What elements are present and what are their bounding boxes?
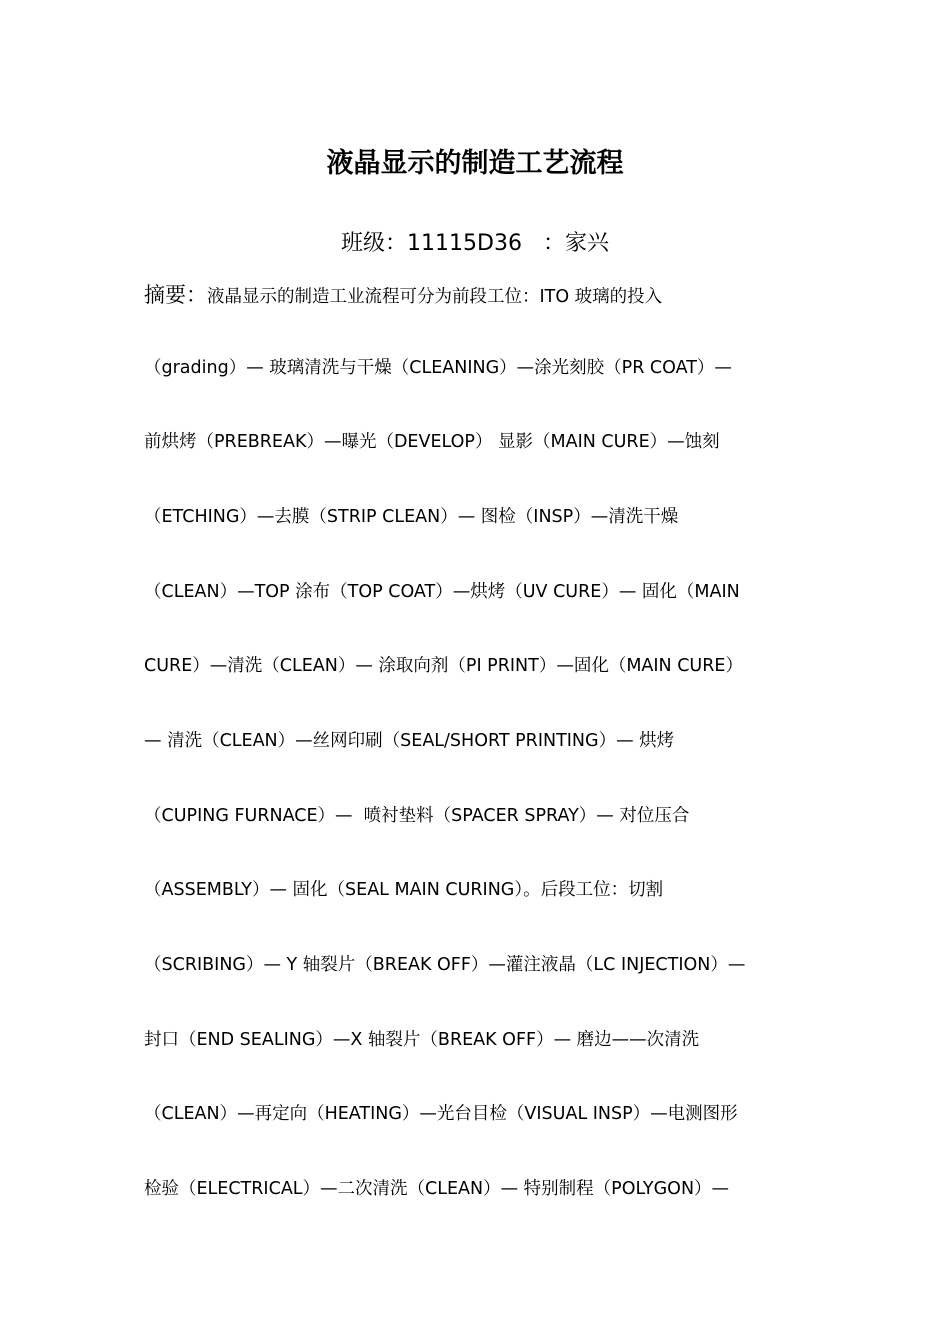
body-line-0: 液晶显示的制造工业流程可分为前段工位：ITO 玻璃的投入	[207, 287, 663, 307]
body-line-9: （SCRIBING）— Y 轴裂片（BREAK OFF）—灌注液晶（LC INJECTION）—	[144, 955, 746, 975]
abstract-label: 摘要：	[144, 283, 207, 307]
body-line-7: （CUPING FURNACE）— 喷衬垫料（SPACER SPRAY）— 对位压合	[144, 806, 690, 826]
body-line-10: 封口（END SEALING）—X 轴裂片（BREAK OFF）— 磨边——次清洗	[144, 1030, 700, 1050]
body-line-1: （grading）— 玻璃清洗与干燥（CLEANING）—涂光刻胶（PR COAT）—	[144, 358, 732, 378]
body-line-5: CURE）—清洗（CLEAN）— 涂取向剂（PI PRINT）—固化（MAIN CURE）	[144, 656, 743, 676]
document-subtitle: 班级：11115D36 ：家兴	[341, 231, 609, 256]
body-line-12: 检验（ELECTRICAL）—二次清洗（CLEAN）— 特别制程（POLYGON）—	[144, 1179, 730, 1199]
body-line-2: 前烘烤（PREBREAK）—曝光（DEVELOP） 显影（MAIN CURE）—蚀刻	[144, 432, 720, 452]
body-line-4: （CLEAN）—TOP 涂布（TOP COAT）—烘烤（UV CURE）— 固化（MAIN	[144, 582, 740, 602]
body-line-8: （ASSEMBLY）— 固化（SEAL MAIN CURING）。后段工位：切割	[144, 880, 664, 900]
abstract-first-line	[144, 281, 662, 311]
body-line-3: （ETCHING）—去膜（STRIP CLEAN）— 图检（INSP）—清洗干燥	[144, 507, 679, 527]
body-line-11: （CLEAN）—再定向（HEATING）—光台目检（VISUAL INSP）—电测图形	[144, 1104, 738, 1124]
body-line-6: — 清洗（CLEAN）—丝网印刷（SEAL/SHORT PRINTING）— 烘烤	[144, 731, 675, 751]
document-title: 液晶显示的制造工艺流程	[326, 148, 624, 179]
